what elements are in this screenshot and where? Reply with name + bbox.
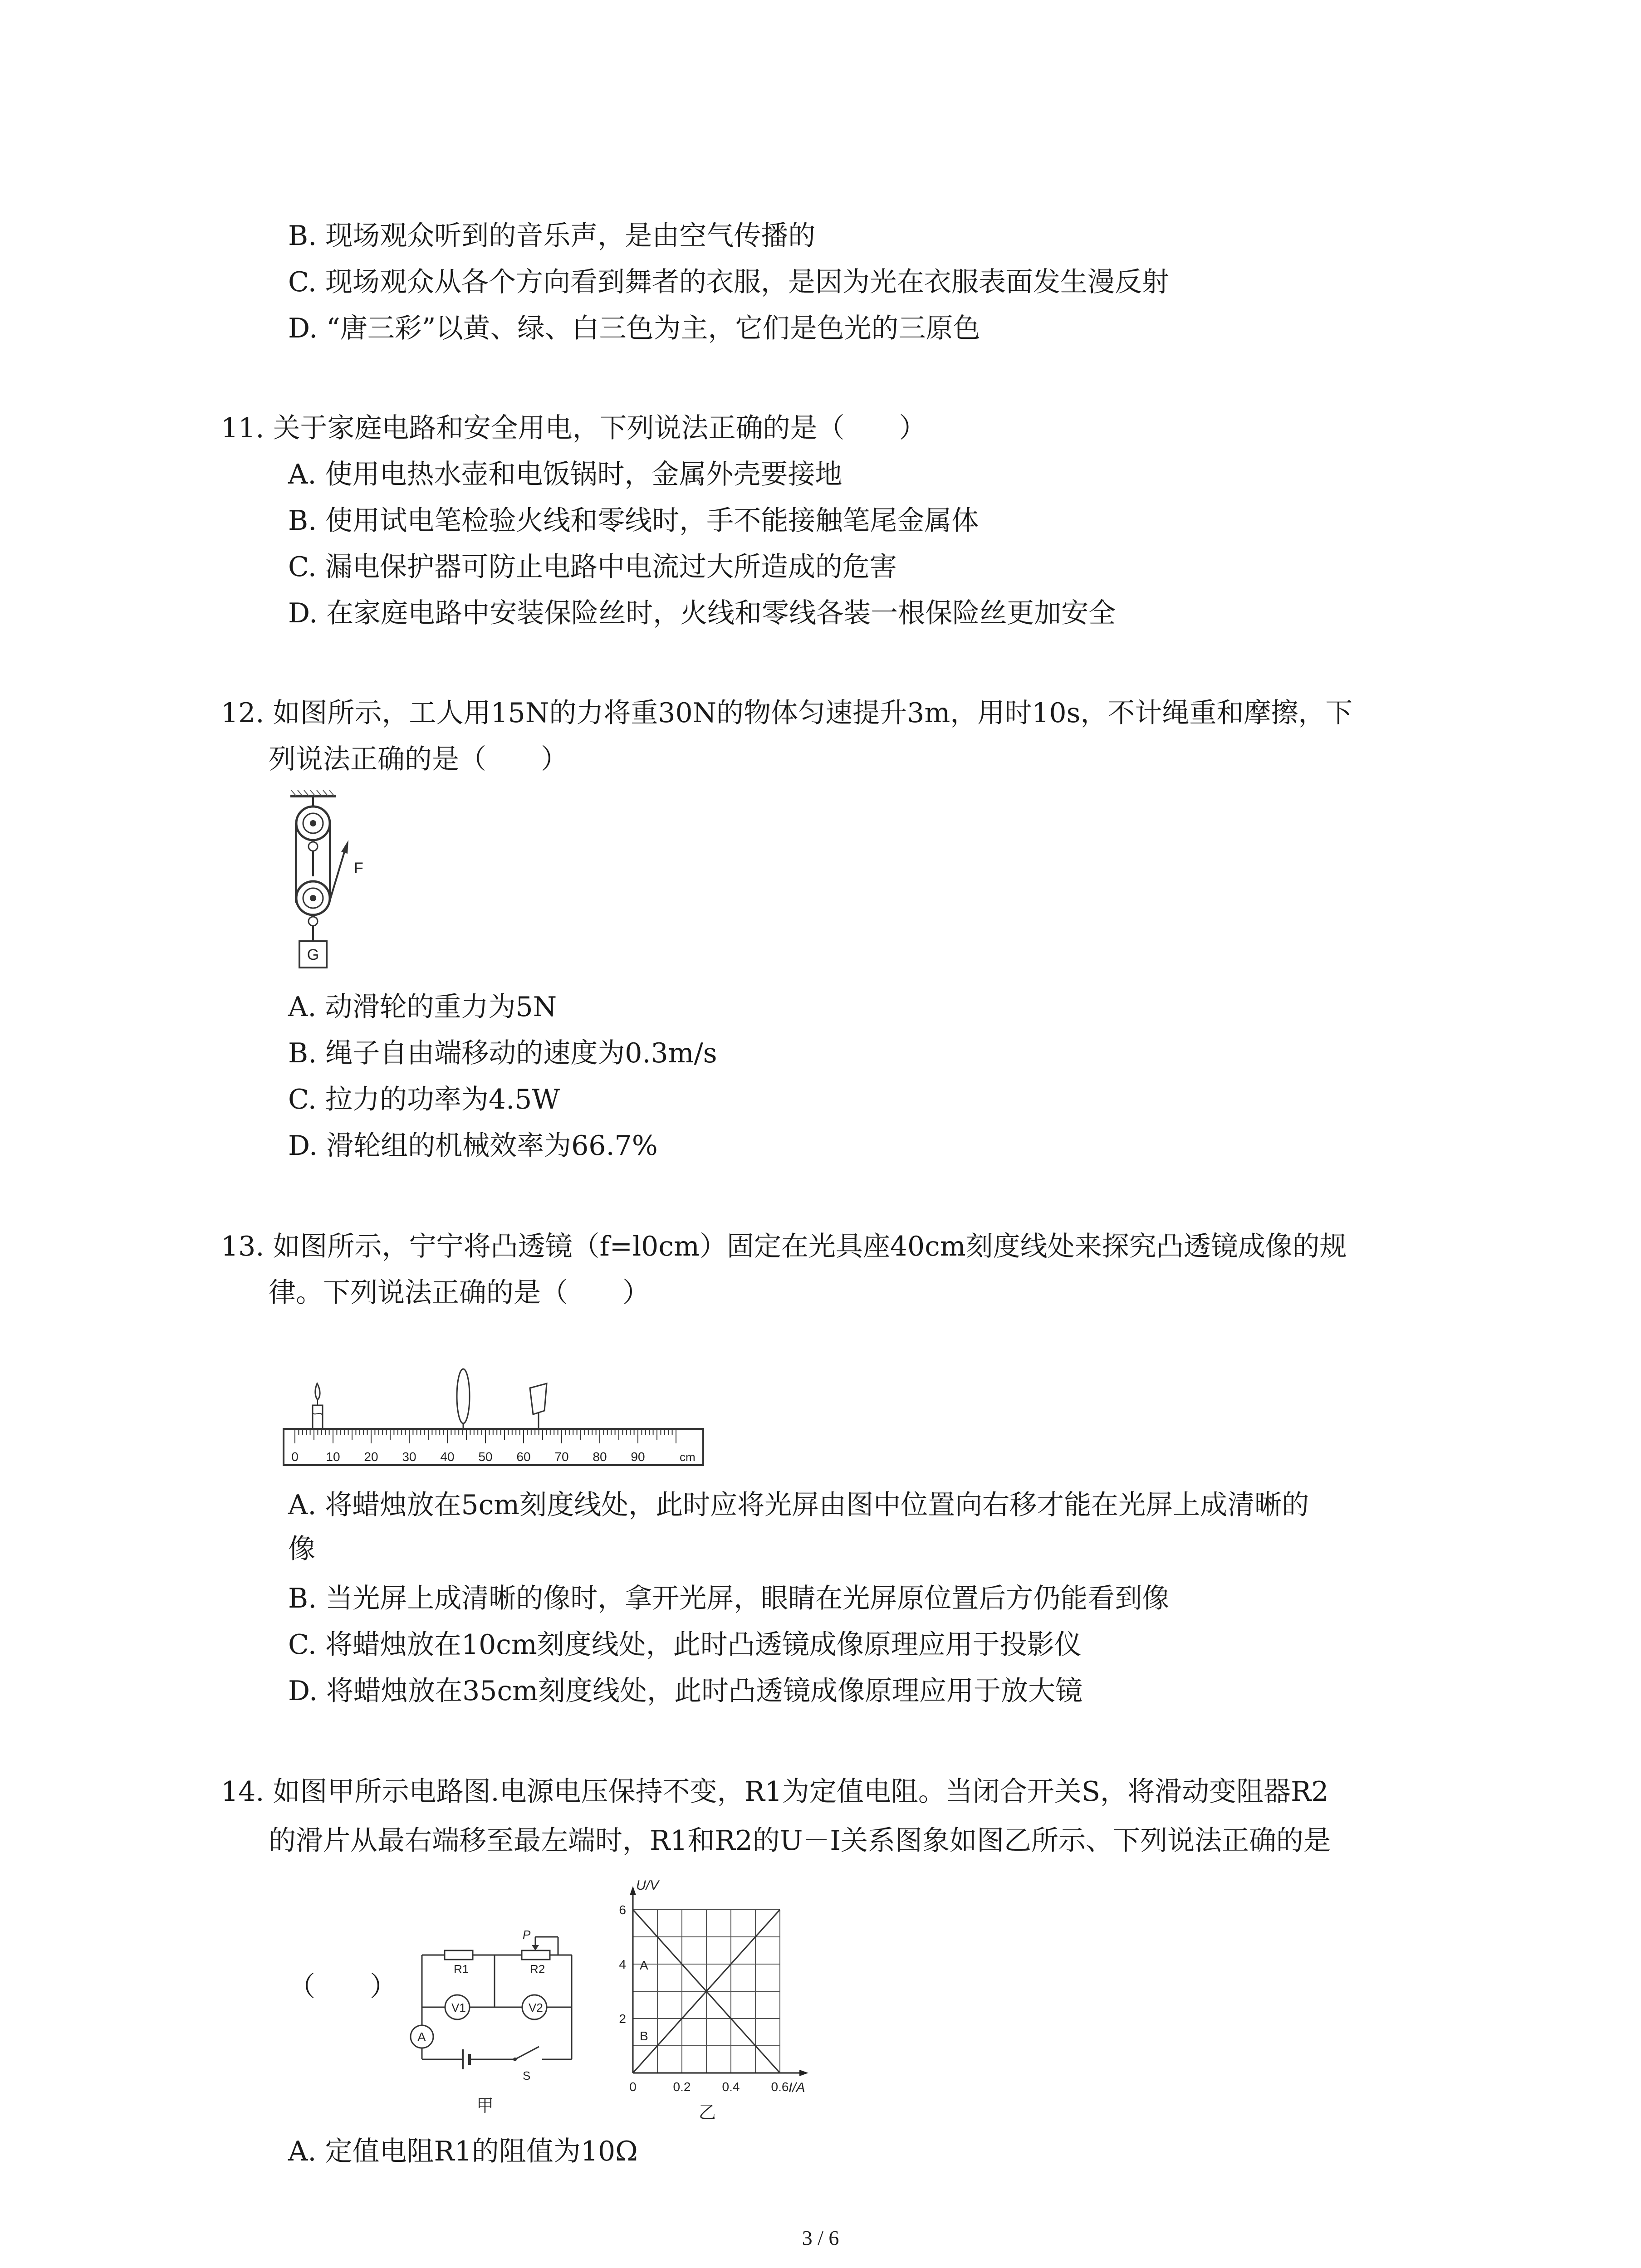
- bench-unit-label: cm: [680, 1450, 696, 1464]
- q12-stem: 12. 如图所示，工人用15N的力将重30N的物体匀速提升3m，用时10s，不计绳重和摩擦，下: [221, 697, 1353, 729]
- circuit-diagram: [395, 1905, 622, 2118]
- graph-caption: 乙: [699, 2103, 716, 2122]
- ruler-tick-label: 40: [440, 1450, 455, 1464]
- ruler-tick-label: 20: [364, 1450, 378, 1464]
- x-tick-label: 0.6: [771, 2080, 789, 2094]
- ruler-tick-label: 80: [593, 1450, 607, 1464]
- weight-label: G: [307, 946, 319, 963]
- ruler-tick-label: 50: [478, 1450, 493, 1464]
- x-tick-label: 0.4: [722, 2080, 740, 2094]
- v1-label: V1: [451, 2001, 466, 2014]
- q13-option-b: B. 当光屏上成清晰的像时，拿开光屏，眼睛在光屏原位置后方仍能看到像: [288, 1583, 1170, 1614]
- optical-bench-figure: [281, 1365, 708, 1474]
- q12-option-d: D. 滑轮组的机械效率为66.7%: [288, 1130, 658, 1162]
- q13-option-d: D. 将蜡烛放在35cm刻度线处，此时凸透镜成像原理应用于放大镜: [288, 1675, 1083, 1707]
- q10-option-c: C. 现场观众从各个方向看到舞者的衣服，是因为光在衣服表面发生漫反射: [288, 266, 1169, 298]
- convex-lens: [457, 1369, 470, 1429]
- q14-option-a: A. 定值电阻R1的阻值为10Ω: [288, 2136, 638, 2167]
- y-tick-label: 2: [619, 2012, 626, 2026]
- q11-option-b: B. 使用试电笔检验火线和零线时，手不能接触笔尾金属体: [288, 505, 979, 537]
- q14-stem: 14. 如图甲所示电路图.电源电压保持不变，R1为定值电阻。当闭合开关S，将滑动变阻器R2: [221, 1776, 1329, 1808]
- line-b-label: B: [640, 2029, 648, 2043]
- ammeter-label: A: [417, 2030, 426, 2044]
- q13-option-a-cont: 像: [288, 1533, 315, 1565]
- q13-option-c: C. 将蜡烛放在10cm刻度线处，此时凸透镜成像原理应用于投影仪: [288, 1629, 1082, 1661]
- y-axis-label: U/V: [636, 1878, 659, 1893]
- force-label: F: [354, 860, 363, 877]
- v2-label: V2: [529, 2001, 543, 2014]
- q14-answer-paren: （ ）: [288, 1971, 397, 2003]
- ruler-tick-label: 0: [291, 1450, 299, 1464]
- y-tick-label: 6: [619, 1903, 626, 1917]
- ruler-tick-label: 60: [516, 1450, 531, 1464]
- line-a-label: A: [640, 1958, 648, 1972]
- ruler-tick-label: 70: [554, 1450, 569, 1464]
- q13-stem: 13. 如图所示，宁宁将凸透镜（f=l0cm）固定在光具座40cm刻度线处来探究凸透镜成像的规: [221, 1231, 1347, 1262]
- q12-option-b: B. 绳子自由端移动的速度为0.3m/s: [288, 1037, 717, 1069]
- q13-option-a: A. 将蜡烛放在5cm刻度线处，此时应将光屏由图中位置向右移才能在光屏上成清晰的: [288, 1489, 1309, 1521]
- q11-option-d: D. 在家庭电路中安装保险丝时，火线和零线各装一根保险丝更加安全: [288, 597, 1116, 629]
- q12-stem-cont: 列说法正确的是（ ）: [269, 743, 568, 775]
- page-number: 3 / 6: [802, 2226, 839, 2249]
- q14-stem-cont: 的滑片从最右端移至最左端时，R1和R2的U－I关系图象如图乙所示、下列说法正确的是: [269, 1825, 1331, 1857]
- r2-label: R2: [530, 1962, 545, 1976]
- switch-label: S: [523, 2069, 531, 2082]
- circuit-caption: 甲: [476, 2097, 494, 2116]
- light-screen: [530, 1383, 547, 1429]
- x-tick-label: 0: [629, 2080, 637, 2094]
- candle: [313, 1383, 323, 1429]
- ruler-tick-label: 90: [631, 1450, 645, 1464]
- x-axis-label: I/A: [789, 2080, 805, 2095]
- q13-stem-cont: 律。下列说法正确的是（ ）: [269, 1277, 650, 1309]
- q10-option-b: B. 现场观众听到的音乐声，是由空气传播的: [288, 220, 816, 252]
- q10-option-d: D. “唐三彩”以黄、绿、白三色为主，它们是色光的三原色: [288, 313, 980, 344]
- ruler-tick-label: 30: [402, 1450, 416, 1464]
- q11-stem: 11. 关于家庭电路和安全用电，下列说法正确的是（ ）: [221, 412, 926, 444]
- ruler-tick-label: 10: [326, 1450, 340, 1464]
- q12-option-a: A. 动滑轮的重力为5N: [288, 991, 557, 1023]
- r1-label: R1: [454, 1962, 469, 1976]
- q11-option-c: C. 漏电保护器可防止电路中电流过大所造成的危害: [288, 551, 897, 583]
- q11-option-a: A. 使用电热水壶和电饭锅时，金属外壳要接地: [288, 459, 843, 490]
- slider-p-label: P: [523, 1928, 531, 1941]
- q12-option-c: C. 拉力的功率为4.5W: [288, 1084, 560, 1115]
- y-tick-label: 4: [619, 1957, 626, 1971]
- pulley-figure: [268, 789, 386, 993]
- u-i-graph: [590, 1873, 844, 2123]
- x-tick-label: 0.2: [673, 2080, 691, 2094]
